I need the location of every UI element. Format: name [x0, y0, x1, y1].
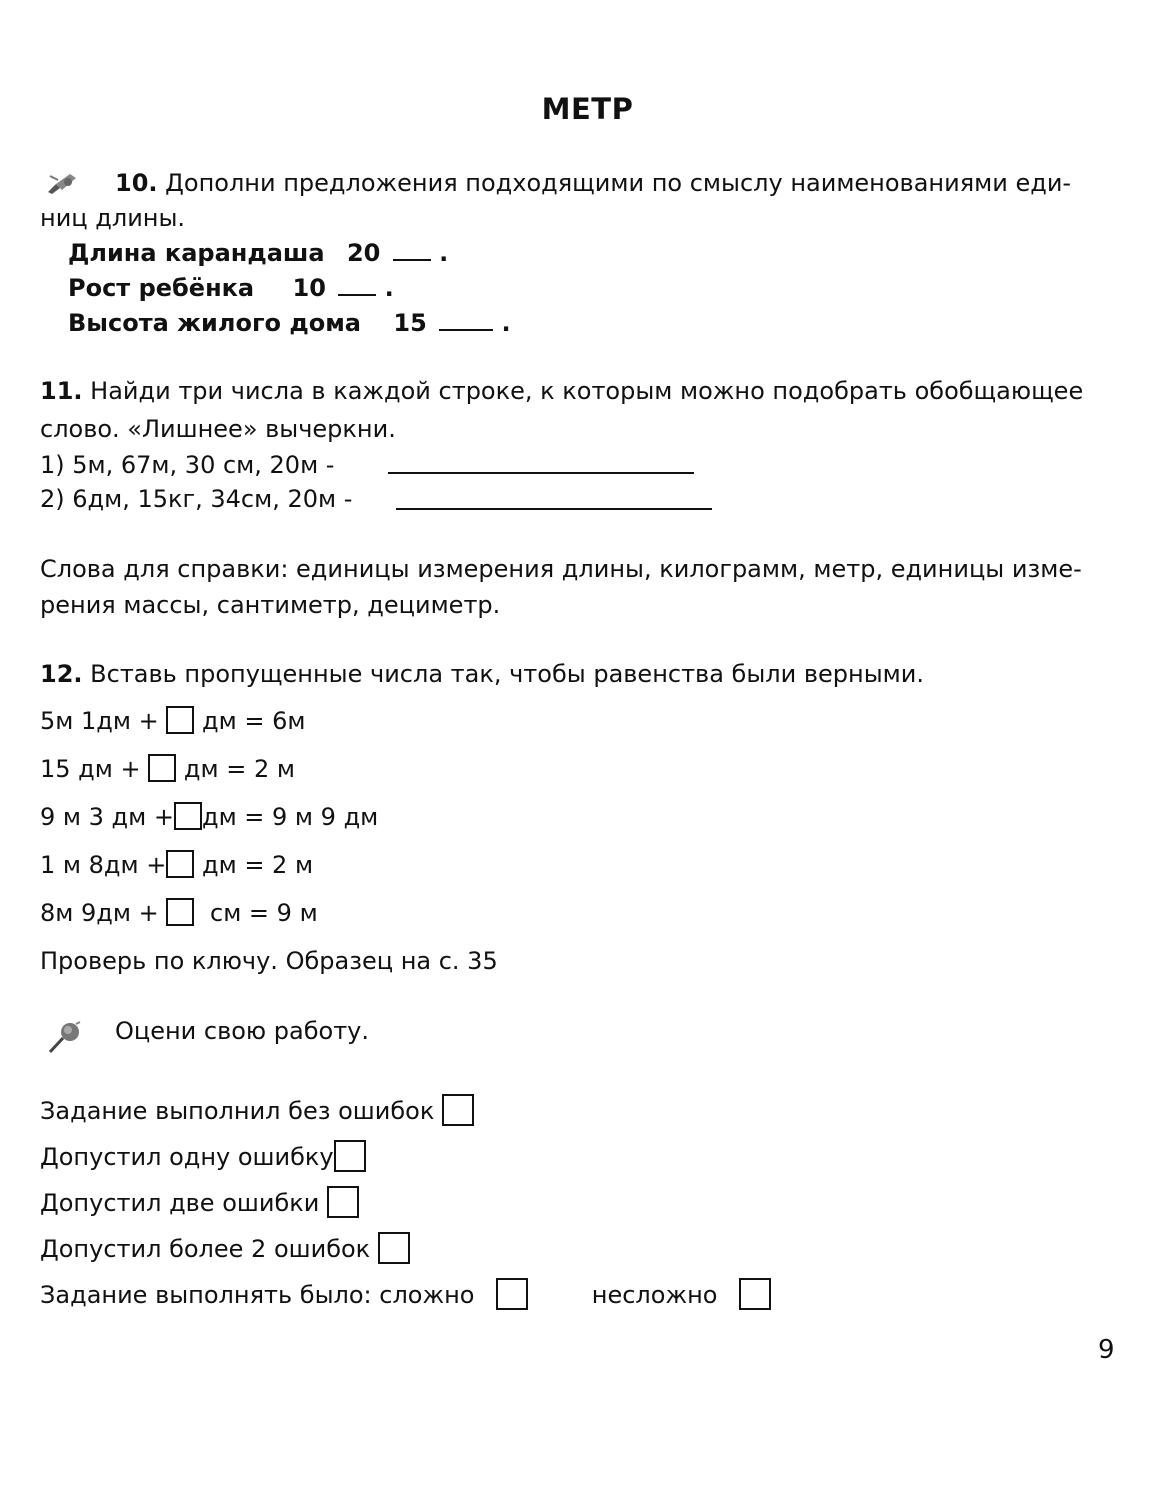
checkbox[interactable] [327, 1186, 359, 1218]
check-note: Проверь по ключу. Образец на с. 35 [40, 947, 498, 975]
equation-left: 1 м 8дм + [40, 851, 167, 879]
option-no-errors [40, 1096, 474, 1126]
reference-line-2: рения массы, сантиметр, дециметр. [40, 591, 501, 619]
option-label: Задание выполнил без ошибок [40, 1097, 435, 1125]
option-more-errors [40, 1234, 410, 1264]
task10-number: 10. [115, 169, 158, 197]
task10-item-1 [68, 238, 448, 268]
item-value: 20 [346, 239, 381, 267]
checkbox-easy[interactable] [739, 1278, 771, 1310]
equation-right: дм = 9 м 9 дм [201, 803, 379, 831]
page-title: МЕТР [541, 92, 634, 126]
task11-row-2: 2) 6дм, 15кг, 34см, 20м - [40, 485, 353, 513]
item-end: . [501, 309, 511, 337]
task10-line1 [115, 168, 1071, 198]
equation-3 [40, 802, 378, 832]
task11-text-1: Найди три числа в каждой строке, к которым можно подобрать обобщающее [90, 377, 1084, 405]
task10-item-3 [68, 308, 511, 338]
option-two-errors [40, 1188, 359, 1218]
difficulty-label: Задание выполнять было: сложно [40, 1281, 475, 1309]
equation-right: дм = 2 м [201, 851, 314, 879]
item-label: Высота жилого дома [68, 309, 362, 337]
answer-box[interactable] [166, 898, 194, 926]
answer-blank[interactable] [439, 311, 493, 331]
equation-5 [40, 898, 318, 928]
equation-right: дм = 2 м [183, 755, 295, 783]
task10-text-1: Дополни предложения подходящими по смыслу наименованиями еди- [165, 169, 1072, 197]
checkbox[interactable] [442, 1094, 474, 1126]
magnifier-icon [46, 1020, 84, 1056]
equation-left: 15 дм + [40, 755, 141, 783]
page-number: 9 [1098, 1335, 1115, 1365]
task12-number: 12. [40, 660, 83, 688]
task11-line1 [40, 376, 1083, 406]
task10-text-2: ниц длины. [40, 204, 186, 232]
option-label: Допустил одну ошибку [40, 1143, 334, 1171]
option-label: Допустил две ошибки [40, 1189, 320, 1217]
item-end: . [439, 239, 449, 267]
option-label: Допустил более 2 ошибок [40, 1235, 371, 1263]
answer-box[interactable] [174, 802, 202, 830]
difficulty-row [40, 1280, 771, 1310]
answer-box[interactable] [148, 754, 176, 782]
equation-left: 5м 1дм + [40, 707, 159, 735]
task12-text: Вставь пропущенные числа так, чтобы равенства были верными. [90, 660, 924, 688]
answer-box[interactable] [166, 706, 194, 734]
pencil-icon [46, 170, 80, 196]
task12-line [40, 659, 924, 689]
item-end: . [384, 274, 394, 302]
task11-row-1: 1) 5м, 67м, 30 см, 20м - [40, 451, 335, 479]
equation-left: 8м 9дм + [40, 899, 159, 927]
equation-4 [40, 850, 313, 880]
task11-text-2: слово. «Лишнее» вычеркни. [40, 415, 396, 443]
answer-line-1[interactable] [388, 472, 694, 474]
equation-right: дм = 6м [202, 707, 306, 735]
difficulty-alt-label: несложно [591, 1281, 718, 1309]
reference-line-1: Слова для справки: единицы измерения длины, килограмм, метр, единицы изме- [40, 555, 1082, 583]
option-one-error [40, 1142, 366, 1172]
checkbox-difficult[interactable] [496, 1278, 528, 1310]
item-value: 15 [393, 309, 427, 337]
checkbox[interactable] [378, 1232, 410, 1264]
equation-1 [40, 706, 305, 736]
checkbox[interactable] [334, 1140, 366, 1172]
equation-left: 9 м 3 дм + [40, 803, 174, 831]
answer-blank[interactable] [338, 276, 376, 296]
item-value: 10 [292, 274, 326, 302]
equation-right: см = 9 м [210, 899, 318, 927]
item-label: Длина карандаша [68, 239, 325, 267]
task11-number: 11. [40, 377, 83, 405]
equation-2 [40, 754, 295, 784]
answer-box[interactable] [166, 850, 194, 878]
item-label: Рост ребёнка [68, 274, 255, 302]
answer-line-2[interactable] [396, 508, 712, 510]
task10-item-2 [68, 273, 394, 303]
answer-blank[interactable] [393, 241, 431, 261]
self-assessment-heading: Оцени свою работу. [115, 1017, 370, 1045]
